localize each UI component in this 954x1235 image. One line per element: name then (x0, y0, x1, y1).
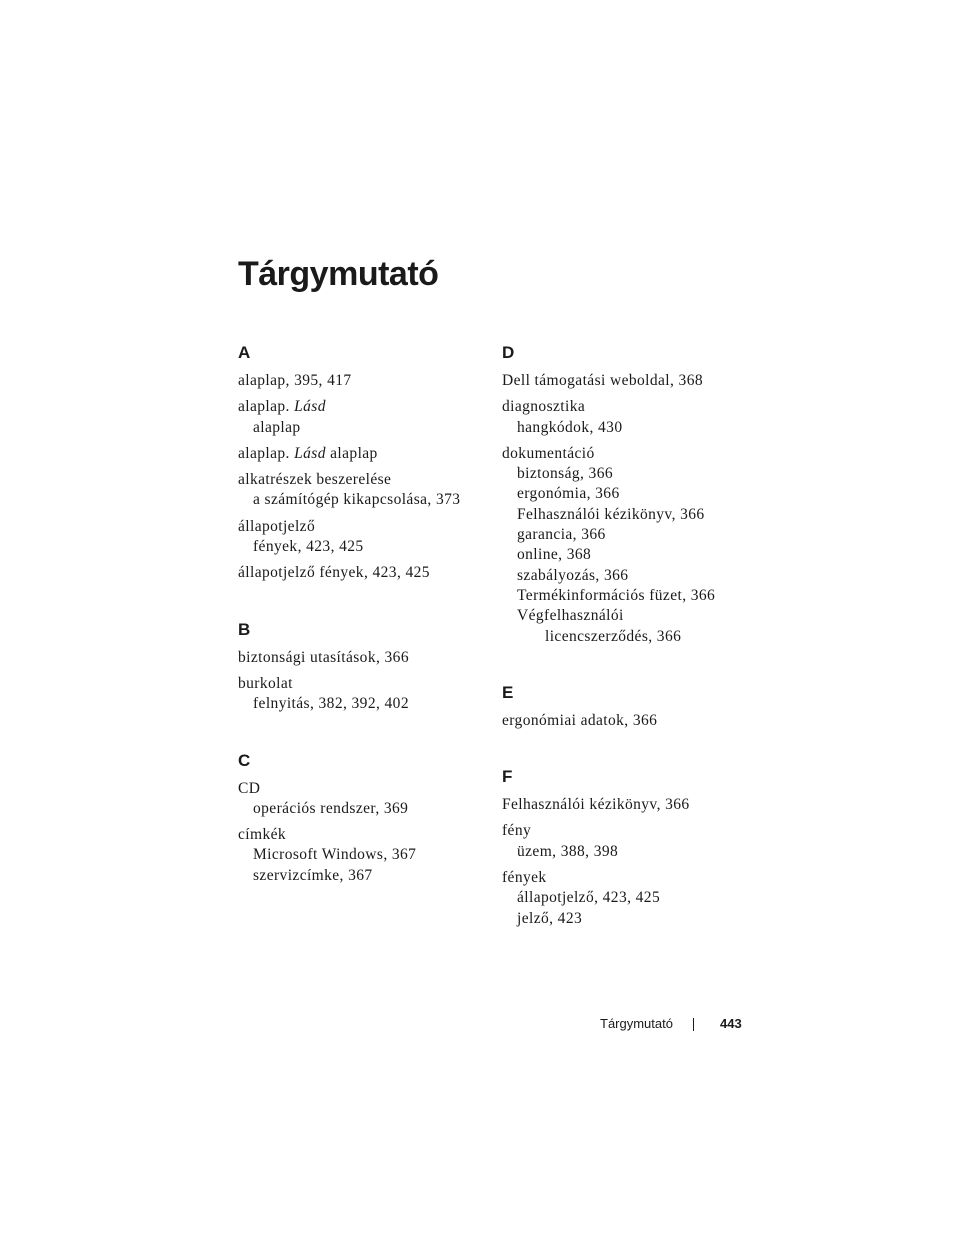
index-entry (502, 711, 752, 731)
index-entry (502, 444, 752, 647)
index-text: alaplap (253, 418, 301, 436)
index-term (502, 371, 752, 391)
index-text: dokumentáció (502, 444, 595, 462)
index-subterm (238, 418, 488, 438)
section-letter: C (238, 750, 251, 770)
index-text: fény (502, 822, 532, 840)
index-text: Végfelhasználói (517, 607, 624, 625)
index-subterm (502, 525, 752, 545)
index-section-b (238, 620, 488, 715)
index-text: hangkódok, 430 (517, 418, 623, 436)
index-term (502, 821, 752, 841)
index-entry (238, 648, 488, 668)
index-text: alaplap. (238, 398, 295, 416)
page-title: Tárgymutató (238, 255, 439, 293)
index-text: alaplap. (238, 444, 295, 462)
index-text: ergonómiai adatok, 366 (502, 711, 658, 729)
section-letter: D (502, 343, 515, 362)
index-term (502, 444, 752, 464)
cross-reference-word: Lásd (294, 398, 326, 416)
index-text: Felhasználói kézikönyv, 366 (517, 505, 705, 523)
index-section-e (502, 683, 752, 731)
index-subterm (502, 545, 752, 565)
index-entry (502, 868, 752, 929)
index-text: állapotjelző, 423, 425 (517, 889, 661, 907)
index-subterm (238, 845, 488, 865)
index-subterm (502, 909, 752, 929)
index-text: CD (238, 779, 261, 797)
footer-separator (693, 1018, 694, 1031)
index-subterm (238, 537, 488, 557)
index-text: alaplap (325, 444, 378, 462)
index-text: online, 368 (517, 546, 592, 564)
index-entry (502, 795, 752, 815)
index-subterm (238, 799, 488, 819)
index-text: Felhasználói kézikönyv, 366 (502, 796, 690, 814)
index-term (238, 825, 488, 845)
index-term (502, 397, 752, 417)
index-text: biztonság, 366 (517, 465, 614, 483)
index-term (238, 371, 488, 391)
index-entry (238, 444, 488, 464)
index-section-c (238, 751, 488, 886)
index-text: alkatrészek beszerelése (238, 471, 392, 489)
index-term (238, 444, 488, 464)
index-subterm (502, 627, 752, 647)
index-text: Dell támogatási weboldal, 368 (502, 372, 703, 389)
index-subterm (502, 566, 752, 586)
index-text: Termékinformációs füzet, 366 (517, 586, 716, 604)
index-column-right (502, 343, 752, 935)
index-entry (238, 563, 488, 583)
section-letter: E (502, 682, 514, 702)
index-entry (238, 674, 488, 715)
section-letter: B (238, 619, 251, 639)
index-text: ergonómia, 366 (517, 485, 620, 503)
index-text: állapotjelző (238, 517, 316, 535)
index-section-f (502, 767, 752, 929)
index-subterm (502, 842, 752, 862)
index-text: Microsoft Windows, 367 (253, 846, 417, 864)
index-entry (502, 371, 752, 391)
index-subterm (502, 464, 752, 484)
index-term (238, 470, 488, 490)
index-subterm (238, 490, 488, 510)
index-text: burkolat (238, 674, 293, 692)
index-text: állapotjelző fények, 423, 425 (238, 564, 430, 582)
index-text: jelző, 423 (517, 909, 583, 927)
index-text: a számítógép kikapcsolása, 373 (253, 491, 461, 509)
index-entry (238, 371, 488, 391)
index-term (238, 397, 488, 417)
index-term (238, 563, 488, 583)
index-text: alaplap, 395, 417 (238, 372, 352, 389)
cross-reference-word: Lásd (294, 444, 326, 462)
index-text: fények, 423, 425 (253, 538, 364, 556)
index-entry (502, 821, 752, 862)
index-text: operációs rendszer, 369 (253, 799, 409, 817)
index-text: licencszerződés, 366 (545, 627, 682, 645)
index-text: üzem, 388, 398 (517, 842, 619, 860)
section-letter: A (238, 343, 251, 362)
index-term (238, 517, 488, 537)
index-entry (238, 779, 488, 820)
index-entry (238, 517, 488, 558)
index-entry (238, 397, 488, 438)
index-text: diagnosztika (502, 398, 586, 416)
index-text: címkék (238, 826, 287, 844)
index-subterm (502, 484, 752, 504)
index-subterm (502, 888, 752, 908)
page-number: 443 (720, 1016, 742, 1031)
section-letter: F (502, 767, 513, 787)
index-entry (502, 397, 752, 438)
index-term (238, 779, 488, 799)
index-text: felnyitás, 382, 392, 402 (253, 695, 409, 713)
index-text: szabályozás, 366 (517, 566, 629, 584)
index-subterm (502, 418, 752, 438)
index-text: garancia, 366 (517, 526, 606, 544)
index-column-left (238, 343, 488, 892)
index-subterm (502, 586, 752, 606)
index-text: fények (502, 869, 547, 887)
index-subterm (238, 866, 488, 886)
index-text: szervizcímke, 367 (253, 866, 373, 884)
index-entry (238, 470, 488, 511)
index-entry (238, 825, 488, 886)
index-section-a (238, 343, 488, 584)
footer-section-label: Tárgymutató (600, 1016, 673, 1031)
index-section-d (502, 343, 752, 647)
index-subterm (502, 505, 752, 525)
index-subterm (238, 694, 488, 714)
index-term (238, 648, 488, 668)
index-term (502, 868, 752, 888)
index-term (238, 674, 488, 694)
index-text: biztonsági utasítások, 366 (238, 648, 409, 666)
index-subterm (502, 606, 752, 626)
index-term (502, 711, 752, 731)
index-term (502, 795, 752, 815)
